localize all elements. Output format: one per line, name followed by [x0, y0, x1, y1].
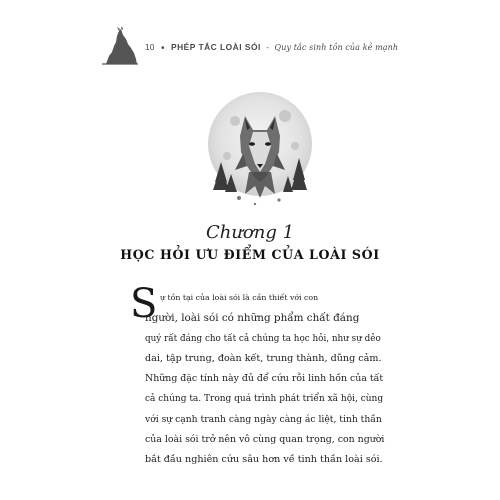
text-line: Những đặc tính này đủ để cứu rỗi linh hồn của tất	[145, 373, 384, 385]
text-line: ự tồn tại của loài sói là cần thiết với con	[160, 293, 319, 302]
chapter-title: HỌC HỎI ƯU ĐIỂM CỦA LOÀI SÓI	[120, 247, 380, 262]
text-line: với sự cạnh tranh càng ngày càng ác liệt, tinh thần	[145, 413, 382, 425]
book-subtitle: Quy tắc sinh tồn của kẻ mạnh	[274, 43, 399, 52]
ink-splatter	[237, 196, 281, 205]
page-number: 10	[145, 42, 155, 52]
title-separator: -	[266, 42, 270, 52]
book-title: PHÉP TẮC LOÀI SÓI	[171, 42, 261, 52]
body-paragraph	[130, 281, 385, 471]
drop-cap: S	[130, 281, 158, 327]
text-line: người, loài sói có những phẩm chất đáng	[145, 312, 360, 325]
text-line: cả chúng ta. Trong quá trình phát triển xã hội, cùng	[145, 394, 384, 405]
text-line: quý rất đáng cho tất cả chúng ta học hỏi, như sự dẻo	[145, 333, 381, 344]
chapter-label: Chương 1	[205, 222, 295, 243]
text-line: của loài sói trở nên vô cùng quan trọng, con người	[145, 434, 385, 446]
header-text	[145, 42, 398, 54]
howling-wolf-icon	[100, 26, 140, 66]
text-line: bắt đầu nghiên cứu sâu hơn về tinh thần loài sói.	[145, 454, 383, 466]
wolf-moon-forest-illustration	[195, 86, 325, 216]
bullet-dot: •	[160, 43, 165, 54]
text-line: dai, tập trung, đoàn kết, trung thành, dũng cảm.	[145, 352, 382, 364]
page-header	[100, 26, 460, 66]
